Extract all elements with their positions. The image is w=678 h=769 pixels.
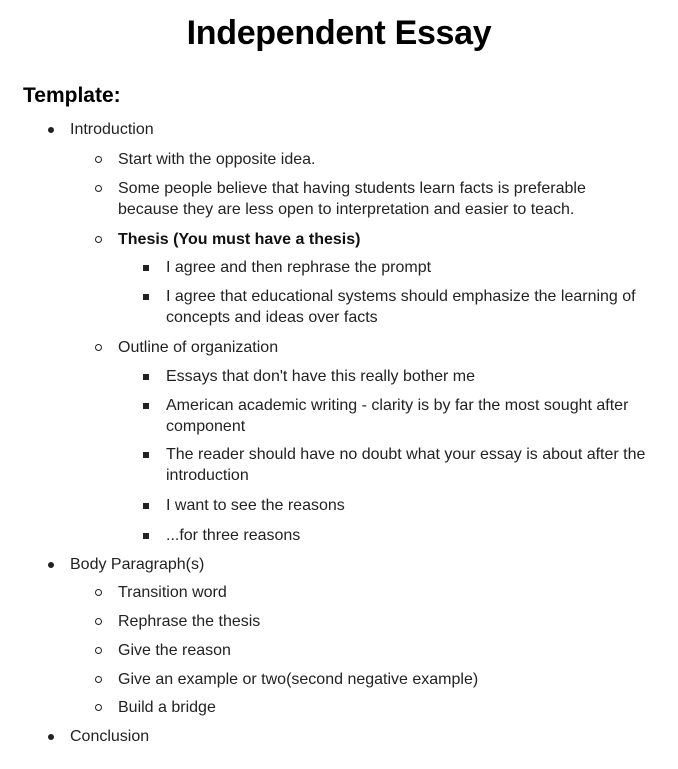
bullet-disc-icon [48,562,54,568]
list-item: Build a bridge [118,697,648,718]
bullet-circle-icon [95,647,102,654]
list-item: Give an example or two(second negative example) [118,669,648,690]
bullet-disc-icon [48,734,54,740]
bullet-square-icon [143,533,149,539]
template-heading: Template: [23,84,121,107]
bullet-square-icon [143,265,149,271]
document-title: Independent Essay [186,14,492,52]
list-item: Start with the opposite idea. [118,149,648,170]
bullet-circle-icon [95,618,102,625]
bullet-circle-icon [95,156,102,163]
list-item: The reader should have no doubt what your essay is about after the introduction [166,444,654,486]
bullet-circle-icon [95,704,102,711]
bullet-circle-icon [95,676,102,683]
list-item-body-paragraphs: Body Paragraph(s) [70,554,650,575]
bullet-circle-icon [95,344,102,351]
bullet-square-icon [143,294,149,300]
bullet-circle-icon [95,185,102,192]
bullet-square-icon [143,503,149,509]
bullet-circle-icon [95,589,102,596]
list-item: I agree that educational systems should emphasize the learning of concepts and ideas over facts [166,286,644,328]
list-item-outline-of-organization: Outline of organization [118,337,648,358]
list-item-introduction: Introduction [70,119,650,140]
list-item: Transition word [118,582,648,603]
list-item: I want to see the reasons [166,495,646,516]
bullet-square-icon [143,374,149,380]
list-item: Some people believe that having students learn facts is preferable because they are less open to interpretation and easier to teach. [118,178,598,220]
list-item-thesis: Thesis (You must have a thesis) [118,229,648,250]
bullet-square-icon [143,403,149,409]
list-item: ...for three reasons [166,525,646,546]
bullet-square-icon [143,452,149,458]
list-item: I agree and then rephrase the prompt [166,257,646,278]
list-item: Essays that don't have this really bother me [166,366,646,387]
bullet-disc-icon [48,127,54,133]
list-item: Give the reason [118,640,648,661]
list-item: Rephrase the thesis [118,611,648,632]
list-item-conclusion: Conclusion [70,726,650,747]
bullet-circle-icon [95,236,102,243]
list-item: American academic writing - clarity is by far the most sought after component [166,395,644,437]
